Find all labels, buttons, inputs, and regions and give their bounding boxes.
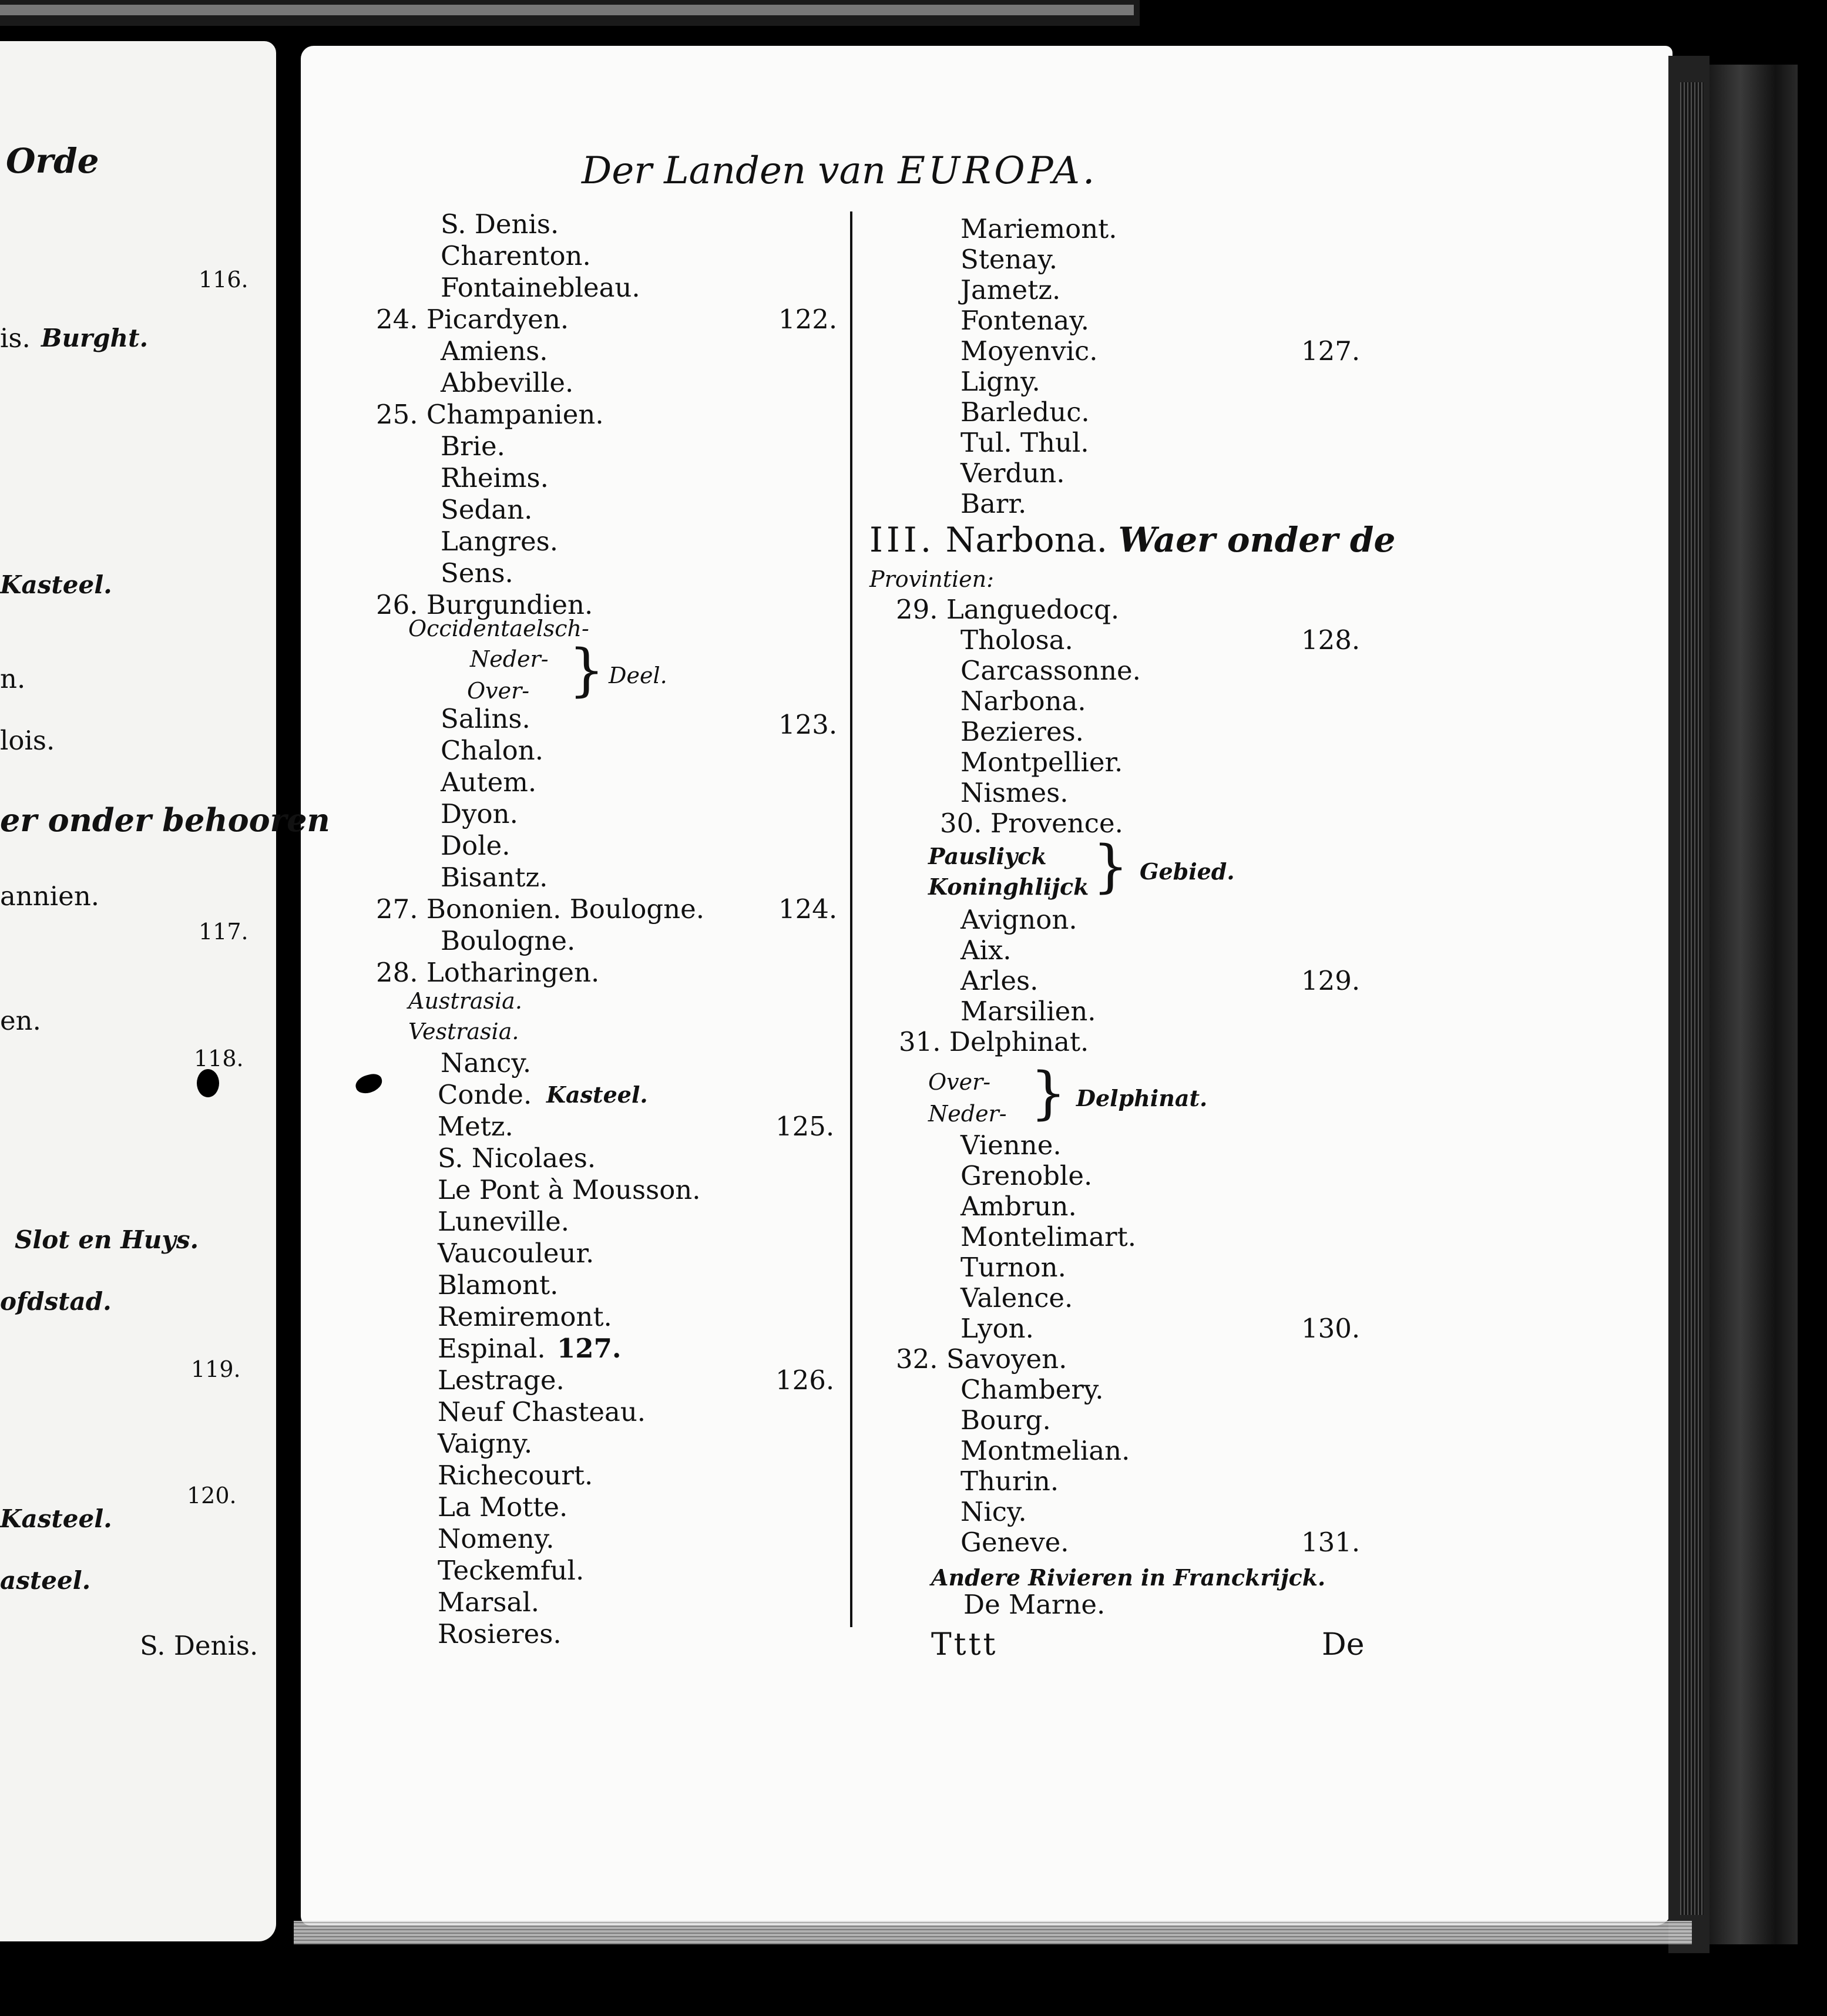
book-spine [1710,65,1798,1944]
place-entry: Moyenvic. [960,335,1098,367]
place-entry: 31. Delphinat. [899,1026,1089,1057]
place-entry: Thurin. [960,1466,1059,1497]
place-entry: Austrasia. [408,988,522,1014]
place-entry: Vienne. [960,1130,1062,1161]
place-entry: Chambery. [960,1374,1104,1405]
left-page-text: 118. [194,1046,244,1071]
place-entry: S. Denis. [441,209,559,240]
place-entry: Fontainebleau. [441,272,640,303]
left-page-text: ofdstad. [0,1287,112,1316]
place-entry: Blamont. [438,1269,559,1301]
page-edge-lines [1680,82,1704,1915]
place-entry: 32. Savoyen. [896,1343,1067,1375]
page-number: 126. [775,1365,835,1396]
place-entry: Verdun. [960,458,1065,489]
signature-mark: Tttt [931,1627,998,1662]
place-entry: Tholosa. [960,624,1073,656]
left-page-text: Burght. [41,324,149,352]
left-page-text: asteel. [0,1566,91,1595]
place-entry: Tul. Thul. [960,427,1089,458]
place-entry: Lestrage. [438,1365,565,1396]
place-entry: Occidentaelsch- [408,616,589,641]
place-entry: Dyon. [441,798,518,829]
page-number: 129. [1301,965,1361,996]
place-entry: Bourg. [960,1405,1051,1436]
place-entry: Teckemful. [438,1555,585,1586]
place-entry: Vestrasia. [408,1019,519,1044]
place-entry: Koninghlijck [928,873,1089,900]
place-entry: Neuf Chasteau. [438,1396,646,1427]
place-entry: Metz. [438,1111,513,1142]
place-entry: 27. Bononien. Boulogne. [376,893,705,925]
left-page-text: er onder behooren [0,801,330,839]
place-entry: Arles. [960,965,1039,996]
left-page-text: S. Denis. [140,1630,258,1661]
place-entry: Rheims. [441,462,549,493]
left-page-text: Slot en Huys. [15,1225,199,1254]
place-entry: Over- [467,678,530,704]
place-entry: Sedan. [441,494,533,525]
place-entry: Barleduc. [960,397,1090,428]
place-entry: S. Nicolaes. [438,1143,596,1174]
place-entry: Provintien: [869,566,994,592]
place-entry: Barr. [960,488,1027,519]
page-number: 130. [1301,1313,1361,1344]
place-entry: Carcassonne. [960,655,1141,686]
page-number: 127. [1301,335,1361,367]
bottom-page-edge [294,1921,1692,1944]
place-entry: Espinal. [438,1333,546,1364]
place-entry: Marsilien. [960,996,1096,1027]
place-entry: 24. Picardyen. [376,304,569,335]
place-entry: Andere Rivieren in Franckrijck. [931,1564,1326,1591]
place-entry: 29. Languedocq. [896,594,1120,625]
place-entry: Jametz. [960,274,1061,305]
page-number: 123. [778,709,838,740]
place-entry: 30. Provence. [940,808,1123,839]
margin-note: Gebied. [1140,858,1235,885]
left-page-text: lois. [0,725,55,756]
left-page-text: 116. [199,267,248,293]
place-entry: Geneve. [960,1527,1069,1558]
place-entry: Grenoble. [960,1160,1093,1191]
place-entry: Remiremont. [438,1301,612,1332]
place-entry: Bezieres. [960,716,1084,747]
margin-note: Delphinat. [1076,1085,1208,1111]
place-entry: Montpellier. [960,747,1123,778]
place-entry: Mariemont. [960,213,1117,244]
place-entry: Turnon. [960,1252,1066,1283]
place-entry: Lyon. [960,1313,1034,1344]
place-entry: Brie. [441,431,505,462]
place-entry: Richecourt. [438,1460,593,1491]
place-entry: Fontenay. [960,305,1090,336]
page-number: 122. [778,304,838,335]
brace-burgundy: } [569,637,605,703]
section-roman: III. [869,520,935,560]
left-page-text: Kasteel. [0,570,112,599]
running-header [582,150,1097,192]
place-entry: Nismes. [960,777,1069,808]
page-number: 131. [1301,1527,1361,1558]
place-entry: Marsal. [438,1587,540,1618]
place-entry: Conde. [438,1079,532,1110]
place-entry: Narbona. [960,686,1086,717]
place-entry: Nicy. [960,1496,1027,1527]
header-prefix: Der Landen van [582,149,886,193]
place-entry: Luneville. [438,1206,570,1237]
place-entry: Le Pont à Mousson. [438,1174,701,1205]
margin-note: 127. [557,1333,622,1364]
place-entry: Neder- [928,1101,1007,1127]
place-entry: Amiens. [441,335,548,367]
left-page-text: is. [0,322,31,354]
section-name: Narbona. [945,520,1108,560]
place-entry: 28. Lotharingen. [376,957,600,988]
brace-delphinat: } [1030,1060,1067,1126]
margin-note: Deel. [609,663,667,688]
place-entry: Autem. [441,767,537,798]
place-entry: Nancy. [441,1047,532,1078]
section-tail: Waer onder de [1118,520,1396,560]
place-entry: Over- [928,1069,991,1095]
left-page-text: 120. [187,1483,237,1508]
left-page-text: Kasteel. [0,1504,112,1533]
place-entry: Aix. [960,935,1012,966]
place-entry: Charenton. [441,240,591,271]
left-page-text: 117. [199,919,248,945]
place-entry: Avignon. [960,904,1077,935]
place-entry: Ligny. [960,366,1040,397]
brace-provence: } [1093,834,1129,899]
place-entry: Vaigny. [438,1428,533,1459]
left-page-text: en. [0,1005,41,1036]
margin-note: Kasteel. [546,1081,648,1108]
left-page-text: 119. [191,1356,241,1382]
place-entry: Rosieres. [438,1618,562,1649]
page-number: 124. [778,893,838,925]
scan-top-highlight [0,5,1134,15]
place-entry: Nomeny. [438,1523,555,1554]
header-caps: EUROPA. [898,149,1098,193]
place-entry: 26. Burgundien. [376,589,593,620]
place-entry: De Marne. [963,1589,1106,1620]
place-entry: Vaucouleur. [438,1238,595,1269]
place-entry: La Motte. [438,1491,568,1523]
column-divider [850,211,852,1627]
place-entry: Boulogne. [441,925,576,956]
place-entry: Salins. [441,703,530,734]
page-number: 125. [775,1111,835,1142]
left-page-text: Orde [6,141,99,181]
place-entry: Montmelian. [960,1435,1130,1466]
place-entry: Neder- [470,646,549,672]
book-gutter [276,35,303,1950]
page-number: 128. [1301,624,1361,656]
left-page-text: annien. [0,881,100,912]
section-heading [869,520,1395,559]
place-entry: Stenay. [960,244,1058,275]
place-entry: Bisantz. [441,862,548,893]
place-entry: Dole. [441,830,511,861]
place-entry: Valence. [960,1282,1073,1313]
place-entry: Langres. [441,526,559,557]
place-entry: Montelimart. [960,1221,1137,1252]
place-entry: 25. Champanien. [376,399,604,430]
catchword: De [1322,1627,1365,1662]
left-page-text: n. [0,663,26,694]
place-entry: Ambrun. [960,1191,1077,1222]
place-entry: Sens. [441,557,513,589]
place-entry: Pausliyck [928,843,1047,869]
place-entry: Abbeville. [441,367,574,398]
place-entry: Chalon. [441,735,544,766]
